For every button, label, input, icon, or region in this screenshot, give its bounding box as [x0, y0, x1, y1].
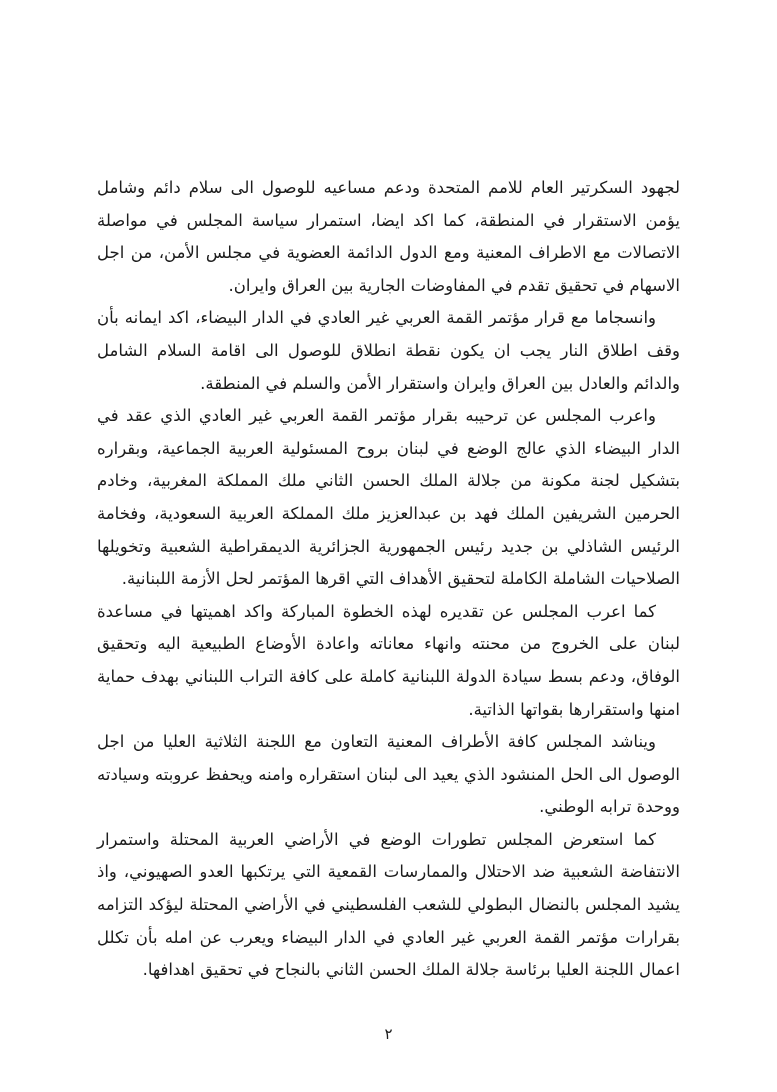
- paragraph-continuation: لجهود السكرتير العام للامم المتحدة ودعم مساعيه للوصول الى سلام دائم وشامل يؤمن الاستقرار في المنطقة، كما اكد ايضا، استمرار سياسة المجلس في مواصلة الاتصالات مع الاطراف المعنية ومع الدول الدائمة العضوية في مجلس الأمن، من اجل الاسهام في تحقيق تقدم في المفاوضات الجارية بين العراق وايران.: [97, 178, 680, 295]
- paragraph-committee-appeal: ويناشد المجلس كافة الأطراف المعنية التعاون مع اللجنة الثلاثية العليا من اجل الوصول الى الحل المنشود الذي يعيد الى لبنان استقراره وامنه ويحفظ عروبته وسيادته ووحدة ترابه الوطني.: [97, 732, 680, 817]
- paragraph-ceasefire: وانسجاما مع قرار مؤتمر القمة العربي غير العادي في الدار البيضاء، اكد ايمانه بأن وقف اطلاق النار يجب ان يكون نقطة انطلاق للوصول الى اقامة السلام الشامل والدائم والعادل بين العراق وايران واستقرار الأمن والسلم في المنطقة.: [97, 308, 680, 393]
- page-number: ٢: [384, 1025, 393, 1043]
- paragraph-occupied-territories: كما استعرض المجلس تطورات الوضع في الأراضي العربية المحتلة واستمرار الانتفاضة الشعبية ضد الاحتلال والممارسات القمعية التي يرتكبها العدو الصهيوني، واذ يشيد المجلس بالنضال البطولي للشعب الفلسطيني في الأراضي المحتلة ليؤكد التزامه بقرارات مؤتمر القمة العربي غير العادي في الدار البيضاء ويعرب عن امله بأن تكلل اعمال اللجنة العليا برئاسة جلالة الملك الحسن الثاني بالنجاح في تحقيق اهدافها.: [97, 829, 680, 980]
- text-block: [97, 172, 680, 987]
- paragraph-lebanon-support: كما اعرب المجلس عن تقديره لهذه الخطوة المباركة واكد اهميتها في مساعدة لبنان على الخروج من محنته وانهاء معاناته واعادة الأوضاع الطبيعية اليه وتحقيق الوفاق، ودعم بسط سيادة الدولة اللبنانية كاملة على كافة التراب اللبناني بهدف حماية امنها واستقرارها بقواتها الذاتية.: [97, 601, 680, 719]
- paragraph-summit-welcome: واعرب المجلس عن ترحيبه بقرار مؤتمر القمة العربي غير العادي الذي عقد في الدار البيضاء الذي عالج الوضع في لبنان بروح المسئولية العربية الجماعية، وبقراره بتشكيل لجنة مكونة من جلالة الملك الحسن الثاني ملك المملكة المغربية، وخادم الحرمين الشريفين الملك فهد بن عبدالعزيز ملك المملكة العربية السعودية، وفخامة الرئيس الشاذلي بن جديد رئيس الجمهورية الجزائرية الديمقراطية الشعبية وتخويلها الصلاحيات الشاملة الكاملة لتحقيق الأهداف التي اقرها المؤتمر لحل الأزمة اللبنانية.: [97, 406, 680, 589]
